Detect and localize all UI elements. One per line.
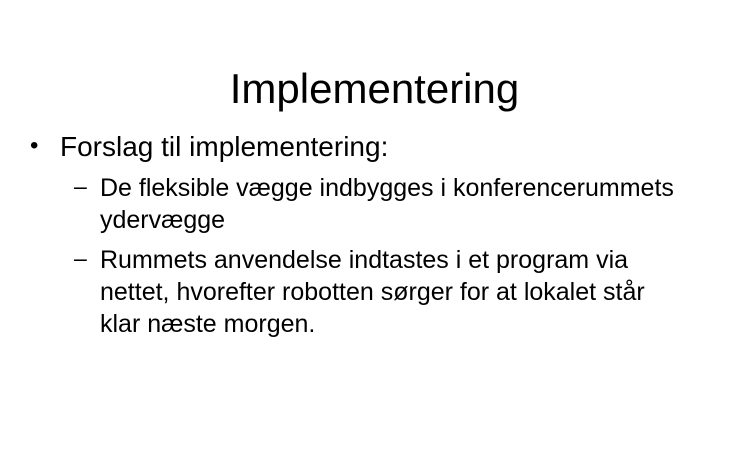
list-item (30, 130, 720, 164)
list-item (74, 172, 720, 236)
bullet-marker-icon: • (30, 132, 39, 159)
sub-list (74, 172, 720, 340)
list-item-label: Forslag til implementering: (60, 131, 389, 162)
list-item-label: De fleksible vægge indbygges i konferencerummets ydervægge (100, 174, 674, 235)
dash-marker-icon: – (74, 245, 87, 272)
page-title: Implementering (229, 65, 520, 113)
list-item (74, 244, 720, 340)
dash-marker-icon: – (74, 173, 87, 200)
list-item-label: Rummets anvendelse indtastes i et program via nettet, hvorefter robotten sørger for at lokalet står klar næste morgen. (100, 246, 645, 339)
slide-body (30, 130, 720, 340)
